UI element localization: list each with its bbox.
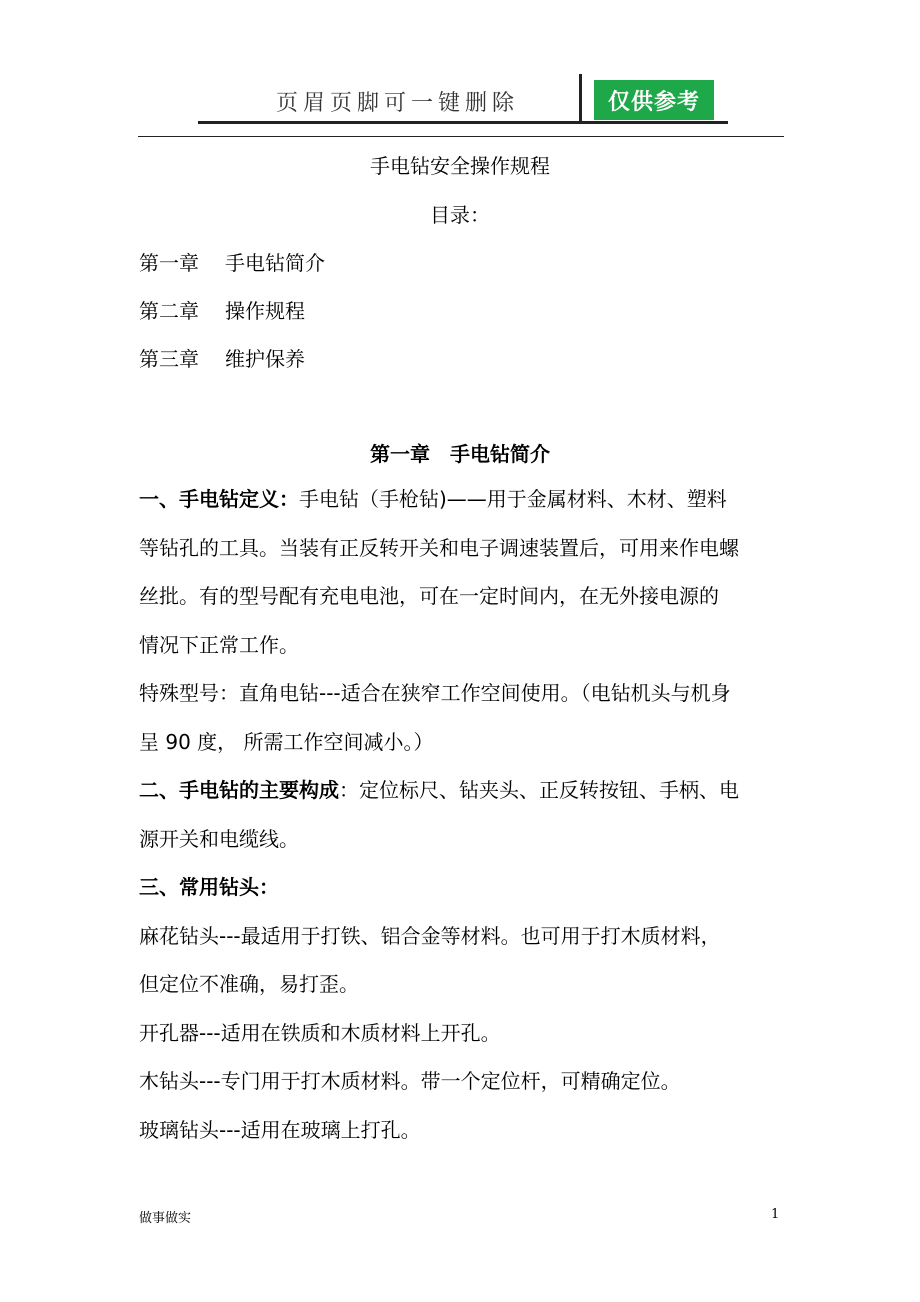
toc-item-3 xyxy=(139,343,305,372)
toc-item-title: 操作规程 xyxy=(225,299,305,323)
paragraph-line: 丝批。有的型号配有充电电池，可在一定时间内，在无外接电源的 xyxy=(139,584,719,608)
document-title: 手电钻安全操作规程 xyxy=(370,154,550,178)
toc-item-number: 第一章 xyxy=(139,251,199,275)
header-divider xyxy=(579,74,582,124)
section-definition xyxy=(139,475,784,669)
section-label: 一、手电钻定义： xyxy=(139,487,299,511)
section-components xyxy=(139,766,784,863)
paragraph-line: ：定位标尺、钻夹头、正反转按钮、手柄、电 xyxy=(339,778,739,802)
header-text: 页眉页脚可一键删除 xyxy=(276,91,520,116)
toc-title: 目录： xyxy=(430,203,490,227)
toc-item-1 xyxy=(139,247,325,276)
paragraph-line: 麻花钻头---最适用于打铁、铝合金等材料。也可用于打木质材料， xyxy=(139,923,721,948)
toc-item-title: 维护保养 xyxy=(225,347,305,371)
toc-item-number: 第二章 xyxy=(139,299,199,323)
reference-only-badge: 仅供参考 xyxy=(594,80,714,120)
paragraph-line: 手电钻（手枪钻)——用于金属材料、木材、塑料 xyxy=(299,487,727,511)
section-drill-bits xyxy=(139,863,784,1154)
special-model-paragraph xyxy=(139,669,784,766)
chapter-number: 第一章 xyxy=(370,442,430,466)
toc-item-2 xyxy=(139,295,305,324)
header-underline xyxy=(198,121,728,124)
chapter-title: 手电钻简介 xyxy=(450,442,550,466)
section-label: 二、手电钻的主要构成 xyxy=(139,778,339,802)
section-label: 三、常用钻头： xyxy=(139,875,279,899)
paragraph-line: 木钻头---专门用于打木质材料。带一个定位杆，可精确定位。 xyxy=(139,1069,681,1093)
paragraph-line: 玻璃钻头---适用在玻璃上打孔。 xyxy=(139,1117,421,1142)
toc-item-title: 手电钻简介 xyxy=(225,251,325,275)
paragraph-line: 呈 90 度， 所需工作空间减小。） xyxy=(139,729,434,754)
chapter-heading xyxy=(0,438,920,467)
page-number: 1 xyxy=(771,1207,780,1222)
paragraph-line: 等钻孔的工具。当装有正反转开关和电子调速装置后，可用来作电螺 xyxy=(139,535,739,560)
paragraph-line: 特殊型号：直角电钻---适合在狭窄工作空间使用。（电钻机头与机身 xyxy=(139,681,731,705)
header-rule xyxy=(138,136,784,137)
paragraph-line: 源开关和电缆线。 xyxy=(139,826,299,851)
paragraph-line: 开孔器---适用在铁质和木质材料上开孔。 xyxy=(139,1020,501,1045)
paragraph-line: 情况下正常工作。 xyxy=(139,632,299,657)
footer-text: 做事做实 xyxy=(139,1211,192,1226)
paragraph-line: 但定位不准确，易打歪。 xyxy=(139,972,359,996)
toc-item-number: 第三章 xyxy=(139,347,199,371)
